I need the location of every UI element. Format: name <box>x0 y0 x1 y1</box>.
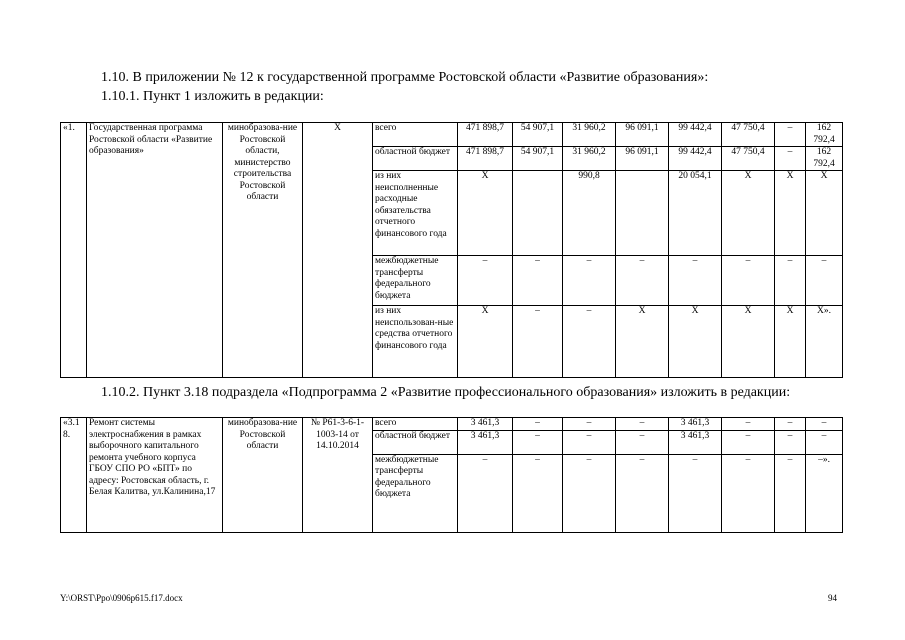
value-cell: Х <box>775 306 806 378</box>
value-cell: Х». <box>806 306 843 378</box>
value-cell: 99 442,4 <box>669 147 722 171</box>
value-cell: 3 461,3 <box>669 430 722 454</box>
value-cell: – <box>458 454 513 532</box>
value-cell: – <box>616 430 669 454</box>
value-cell: Х <box>775 171 806 256</box>
value-cell: – <box>775 418 806 431</box>
program-table-item-1 <box>60 122 843 378</box>
value-cell: 54 907,1 <box>513 123 563 147</box>
executor-cell: минобразова-ние Ростовской области, министерство строительства Ростовской области <box>223 123 303 378</box>
measure-name-cell: Ремонт системы электроснабжения в рамках выборочного капитального ремонта учебного корпуса ГБОУ СПО РО «БПТ» по адресу: Ростовская область, г. Белая Калитва, ул.Калинина,17 <box>87 418 223 533</box>
footer-file-path: Y:\ORST\Ppo\0906p615.f17.docx <box>60 593 183 603</box>
value-cell: Х <box>722 306 775 378</box>
value-cell: –». <box>806 454 843 532</box>
page-number: 94 <box>828 593 837 603</box>
value-cell: – <box>669 454 722 532</box>
section-heading-1-10-1: 1.10.1. Пункт 1 изложить в редакции: <box>101 89 324 104</box>
document-cell: Х <box>303 123 373 378</box>
value-cell: – <box>722 454 775 532</box>
value-cell: 3 461,3 <box>669 418 722 431</box>
value-cell: Х <box>806 171 843 256</box>
value-cell: – <box>563 306 616 378</box>
funding-source-cell: из них неисполненные расходные обязательства отчетного финансового года <box>373 171 458 256</box>
table-row <box>61 123 843 147</box>
value-cell: 54 907,1 <box>513 147 563 171</box>
value-cell: 20 054,1 <box>669 171 722 256</box>
value-cell: Х <box>669 306 722 378</box>
value-cell: – <box>513 418 563 431</box>
value-cell: – <box>458 256 513 306</box>
value-cell: – <box>563 430 616 454</box>
funding-source-cell: областной бюджет <box>373 430 458 454</box>
value-cell: – <box>806 256 843 306</box>
value-cell: 3 461,3 <box>458 418 513 431</box>
value-cell: – <box>775 147 806 171</box>
value-cell: 3 461,3 <box>458 430 513 454</box>
value-cell: – <box>513 430 563 454</box>
value-cell: – <box>563 256 616 306</box>
value-cell: – <box>775 430 806 454</box>
document-cell: № Р61-3-6-1-1003-14 от 14.10.2014 <box>303 418 373 533</box>
value-cell: 96 091,1 <box>616 123 669 147</box>
value-cell: 471 898,7 <box>458 123 513 147</box>
value-cell: Х <box>458 171 513 256</box>
value-cell: Х <box>458 306 513 378</box>
funding-source-cell: межбюджетные трансферты федерального бюджета <box>373 256 458 306</box>
value-cell: – <box>513 454 563 532</box>
value-cell <box>616 171 669 256</box>
value-cell: 162 792,4 <box>806 147 843 171</box>
value-cell: – <box>513 256 563 306</box>
value-cell: – <box>722 256 775 306</box>
funding-source-cell: межбюджетные трансферты федерального бюджета <box>373 454 458 532</box>
section-heading-1-10: 1.10. В приложении № 12 к государственной программе Ростовской области «Развитие образования»: <box>101 70 709 85</box>
value-cell: – <box>513 306 563 378</box>
value-cell: – <box>616 454 669 532</box>
value-cell: Х <box>722 171 775 256</box>
value-cell: 31 960,2 <box>563 123 616 147</box>
funding-source-cell: всего <box>373 418 458 431</box>
value-cell: 96 091,1 <box>616 147 669 171</box>
value-cell: 471 898,7 <box>458 147 513 171</box>
value-cell: – <box>722 418 775 431</box>
value-cell: – <box>775 123 806 147</box>
table-row <box>61 418 843 431</box>
program-table-item-3-18 <box>60 417 843 533</box>
value-cell: – <box>775 454 806 532</box>
funding-source-cell: всего <box>373 123 458 147</box>
value-cell: – <box>722 430 775 454</box>
value-cell: – <box>775 256 806 306</box>
value-cell: 47 750,4 <box>722 123 775 147</box>
value-cell: 162 792,4 <box>806 123 843 147</box>
value-cell: – <box>563 454 616 532</box>
row-number-cell: «3.18. <box>61 418 87 533</box>
value-cell: – <box>806 418 843 431</box>
value-cell: – <box>616 256 669 306</box>
value-cell: – <box>669 256 722 306</box>
value-cell: 99 442,4 <box>669 123 722 147</box>
value-cell: – <box>563 418 616 431</box>
measure-name-cell: Государственная программа Ростовской области «Развитие образования» <box>87 123 223 378</box>
row-number-cell: «1. <box>61 123 87 378</box>
value-cell <box>513 171 563 256</box>
value-cell: 31 960,2 <box>563 147 616 171</box>
funding-source-cell: областной бюджет <box>373 147 458 171</box>
value-cell: 47 750,4 <box>722 147 775 171</box>
value-cell: Х <box>616 306 669 378</box>
value-cell: – <box>616 418 669 431</box>
value-cell: 990,8 <box>563 171 616 256</box>
executor-cell: минобразова-ние Ростовской области <box>223 418 303 533</box>
section-heading-1-10-2: 1.10.2. Пункт 3.18 подраздела «Подпрограмма 2 «Развитие профессионального образования» изложить в редакции: <box>101 385 791 400</box>
value-cell: – <box>806 430 843 454</box>
funding-source-cell: из них неиспользован-ные средства отчетного финансового года <box>373 306 458 378</box>
